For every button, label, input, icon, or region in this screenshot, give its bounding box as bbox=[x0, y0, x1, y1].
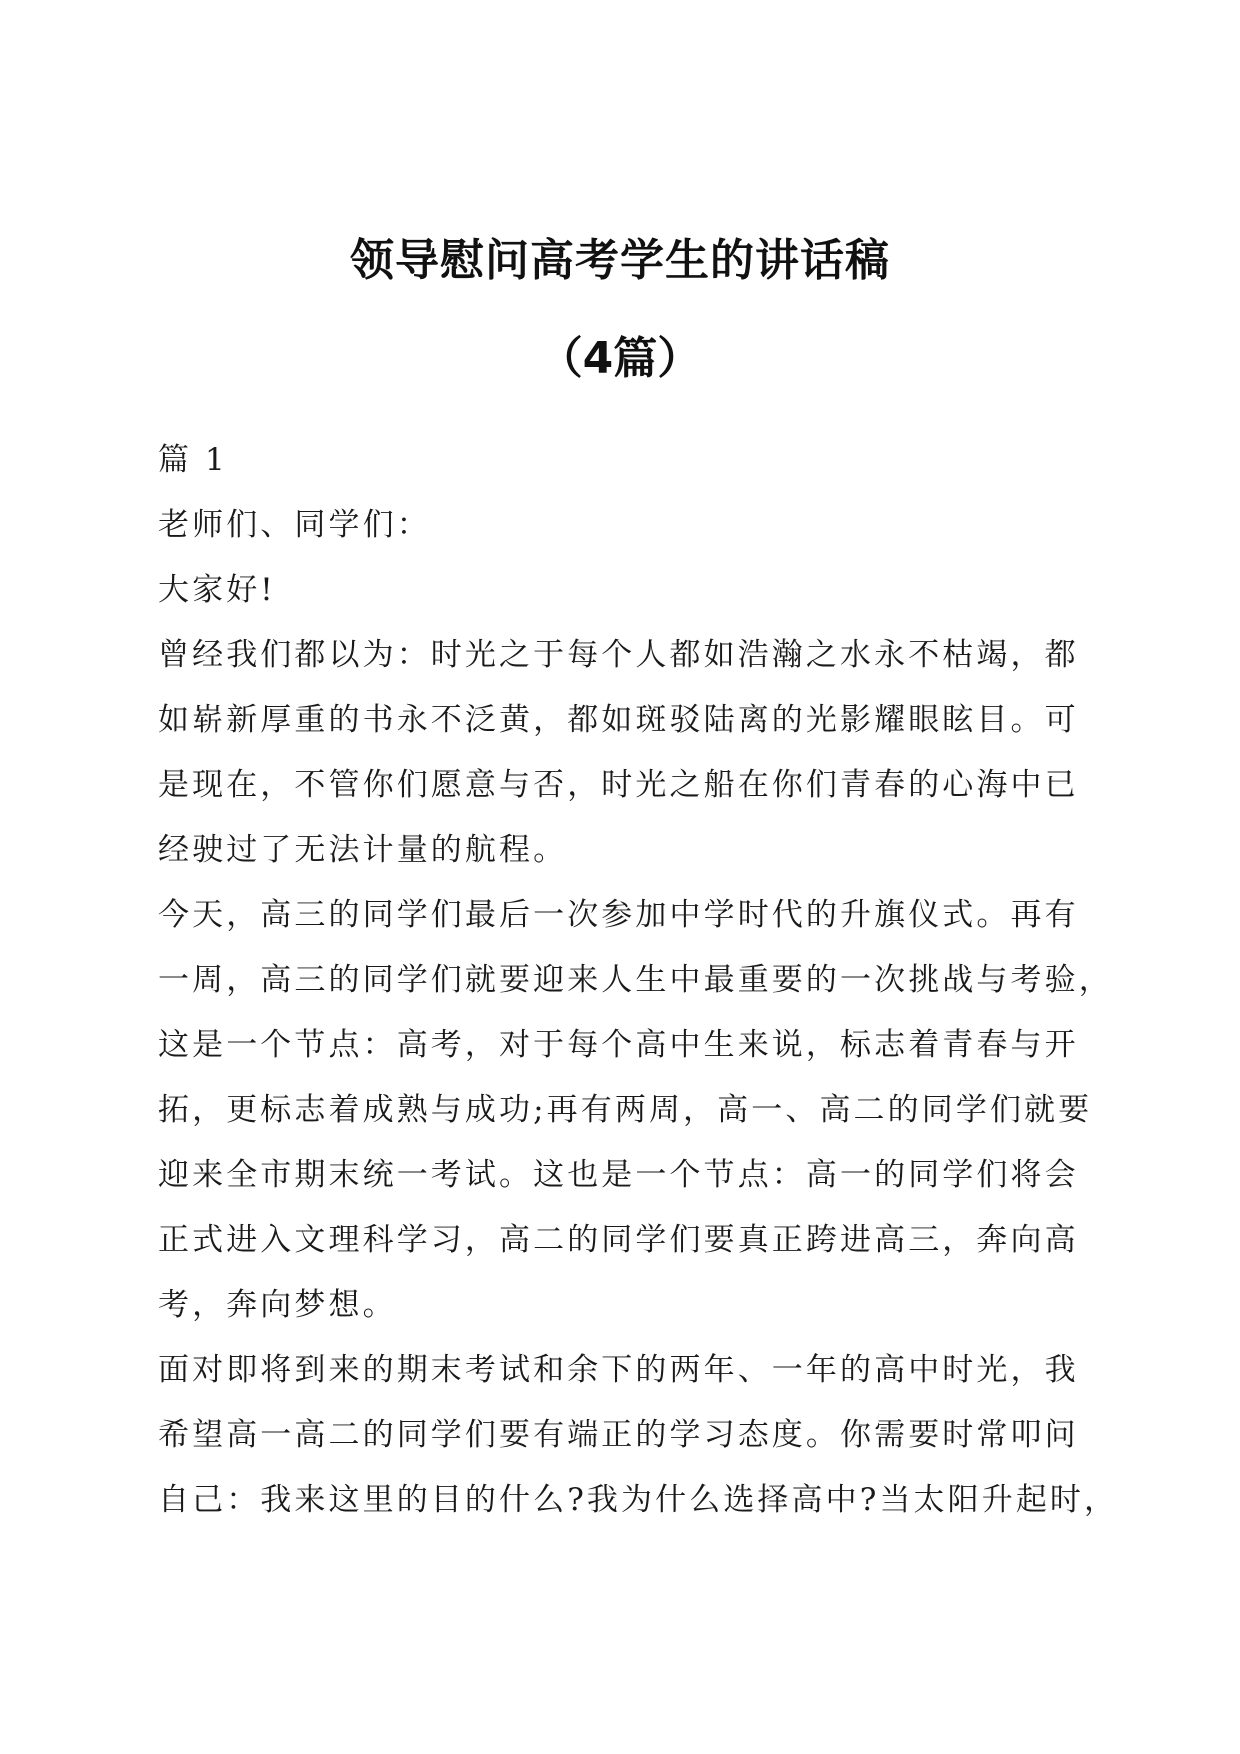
body-line: 一周，高三的同学们就要迎来人生中最重要的一次挑战与考验， bbox=[158, 962, 1113, 998]
body-line: 这是一个节点：高考，对于每个高中生来说，标志着青春与开 bbox=[158, 1027, 1079, 1063]
body-line: 经驶过了无法计量的航程。 bbox=[158, 832, 568, 868]
document-subtitle: （4篇） bbox=[538, 333, 702, 384]
document-title: 领导慰问高考学生的讲话稿 bbox=[350, 235, 890, 286]
body-line: 曾经我们都以为：时光之于每个人都如浩瀚之水永不枯竭，都 bbox=[158, 637, 1079, 673]
body-line: 自己：我来这里的目的什么?我为什么选择高中?当太阳升起时， bbox=[158, 1482, 1119, 1518]
body-line: 希望高一高二的同学们要有端正的学习态度。你需要时常叩问 bbox=[158, 1417, 1079, 1453]
salutation: 老师们、同学们： bbox=[158, 507, 431, 543]
body-line: 今天，高三的同学们最后一次参加中学时代的升旗仪式。再有 bbox=[158, 897, 1079, 933]
body-line: 正式进入文理科学习，高二的同学们要真正跨进高三，奔向高 bbox=[158, 1222, 1079, 1258]
body-line: 拓，更标志着成熟与成功;再有两周，高一、高二的同学们就要 bbox=[158, 1092, 1093, 1128]
body-line: 是现在，不管你们愿意与否，时光之船在你们青春的心海中已 bbox=[158, 767, 1079, 803]
document-body bbox=[158, 428, 1119, 1533]
greeting: 大家好! bbox=[158, 572, 276, 608]
section-heading: 篇 1 bbox=[158, 442, 228, 478]
body-line: 迎来全市期末统一考试。这也是一个节点：高一的同学们将会 bbox=[158, 1157, 1079, 1193]
body-line: 考，奔向梦想。 bbox=[158, 1287, 397, 1323]
body-line: 面对即将到来的期末考试和余下的两年、一年的高中时光，我 bbox=[158, 1352, 1079, 1388]
body-line: 如崭新厚重的书永不泛黄，都如斑驳陆离的光影耀眼眩目。可 bbox=[158, 702, 1079, 738]
